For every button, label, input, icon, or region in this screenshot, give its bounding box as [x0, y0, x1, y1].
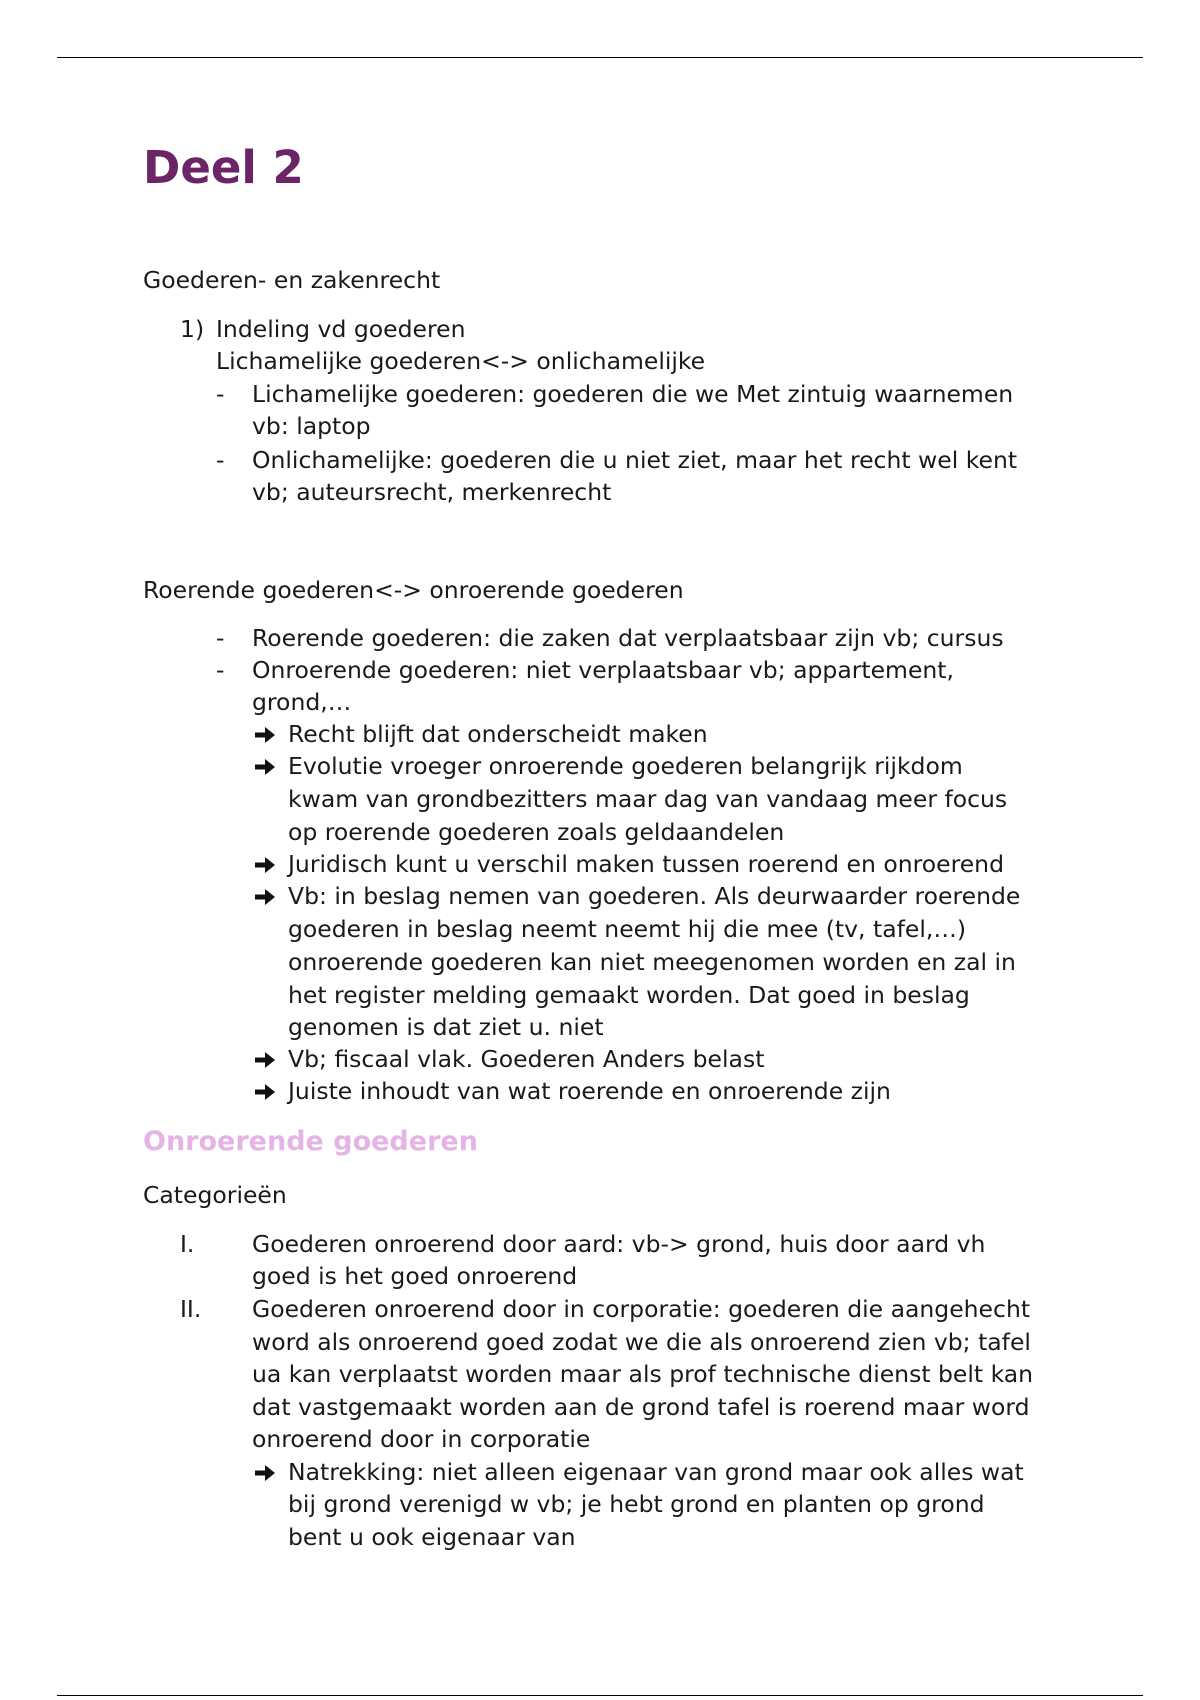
dash-bullet: - [216, 446, 225, 474]
list-number: 1) [180, 315, 205, 343]
arrow-item-line: op roerende goederen zoals geldaandelen [288, 818, 785, 846]
bullet-line: Onlichamelijke: goederen die u niet ziet, maar het recht wel kent [252, 446, 1018, 474]
category-line: dat vastgemaakt worden aan de grond tafel is roerend maar word [252, 1393, 1030, 1421]
roman-numeral: I. [180, 1230, 195, 1258]
bullet-line: Roerende goederen: die zaken dat verplaatsbaar zijn vb; cursus [252, 624, 1004, 652]
bullet-line: vb; auteursrecht, merkenrecht [252, 478, 612, 506]
bullet-line: Lichamelijke goederen: goederen die we Met zintuig waarnemen [252, 380, 1014, 408]
bullet-line: Onroerende goederen: niet verplaatsbaar vb; appartement, [252, 656, 954, 684]
bullet-line: vb: laptop [252, 412, 371, 440]
arrow-item-line: bent u ook eigenaar van [288, 1523, 576, 1551]
section-heading-goederenrecht: Goederen- en zakenrecht [143, 266, 441, 294]
roman-numeral: II. [180, 1295, 202, 1323]
footer-rule [57, 1695, 1143, 1696]
section-heading-roerende: Roerende goederen<-> onroerende goederen [143, 576, 684, 604]
section-heading-categorieen: Categorieën [143, 1181, 287, 1209]
arrow-bullet-icon [253, 853, 277, 877]
arrow-item-line: bij grond verenigd w vb; je hebt grond en planten op grond [288, 1490, 985, 1518]
arrow-item-line: Recht blijft dat onderscheidt maken [288, 720, 708, 748]
arrow-bullet-icon [253, 755, 277, 779]
arrow-item-line: Juridisch kunt u verschil maken tussen roerend en onroerend [288, 850, 1004, 878]
arrow-item-line: genomen is dat ziet u. niet [288, 1013, 604, 1041]
category-line: Goederen onroerend door aard: vb-> grond, huis door aard vh [252, 1230, 986, 1258]
arrow-item-line: Natrekking: niet alleen eigenaar van grond maar ook alles wat [288, 1458, 1024, 1486]
page-title: Deel 2 [143, 141, 304, 194]
arrow-item-line: het register melding gemaakt worden. Dat goed in beslag [288, 981, 970, 1009]
header-rule [57, 57, 1143, 58]
category-line: Goederen onroerend door in corporatie: goederen die aangehecht [252, 1295, 1031, 1323]
arrow-item-line: Vb; fiscaal vlak. Goederen Anders belast [288, 1045, 765, 1073]
category-line: onroerend door in corporatie [252, 1425, 591, 1453]
arrow-item-line: kwam van grondbezitters maar dag van vandaag meer focus [288, 785, 1008, 813]
dash-bullet: - [216, 380, 225, 408]
arrow-bullet-icon [253, 1461, 277, 1485]
arrow-item-line: Juiste inhoudt van wat roerende en onroerende zijn [288, 1077, 891, 1105]
arrow-bullet-icon [253, 1080, 277, 1104]
arrow-bullet-icon [253, 885, 277, 909]
dash-bullet: - [216, 624, 225, 652]
arrow-item-line: Vb: in beslag nemen van goederen. Als deurwaarder roerende [288, 882, 1021, 910]
category-line: ua kan verplaatst worden maar als prof technische dienst belt kan [252, 1360, 1034, 1388]
arrow-item-line: goederen in beslag neemt neemt hij die mee (tv, tafel,…) [288, 915, 967, 943]
bullet-line: grond,… [252, 688, 352, 716]
arrow-bullet-icon [253, 1048, 277, 1072]
dash-bullet: - [216, 656, 225, 684]
arrow-item-line: Evolutie vroeger onroerende goederen belangrijk rijkdom [288, 752, 963, 780]
list-item-title: Indeling vd goederen [216, 315, 466, 343]
list-item-subtitle: Lichamelijke goederen<-> onlichamelijke [216, 347, 706, 375]
category-line: goed is het goed onroerend [252, 1262, 578, 1290]
category-line: word als onroerend goed zodat we die als onroerend zien vb; tafel [252, 1328, 1031, 1356]
arrow-item-line: onroerende goederen kan niet meegenomen worden en zal in [288, 948, 1016, 976]
section-subheading-onroerende: Onroerende goederen [143, 1126, 478, 1157]
arrow-bullet-icon [253, 723, 277, 747]
